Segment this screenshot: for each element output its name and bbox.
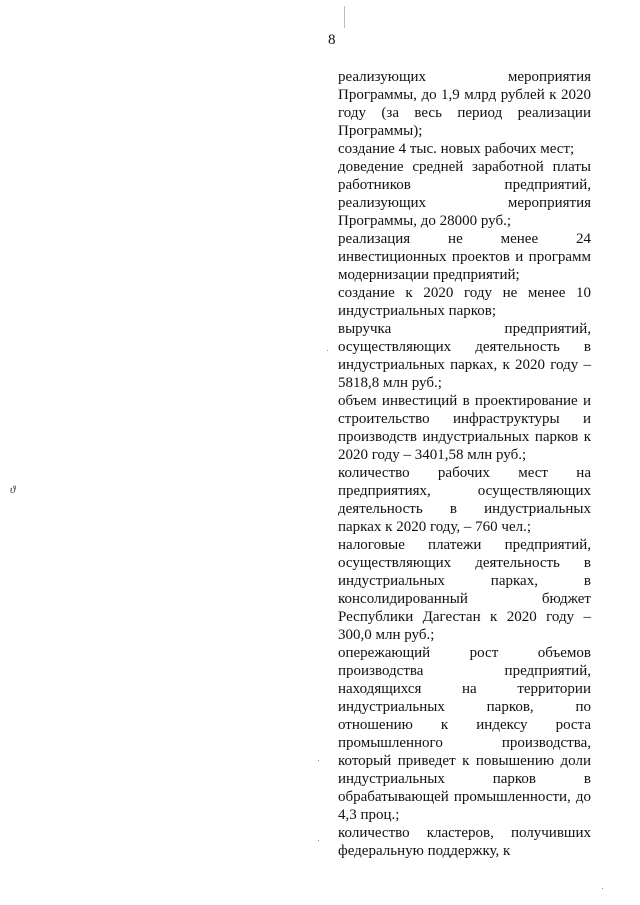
paragraph: опережающий рост объемов производства предприятий, находящихся на территории индустриальных парков, по отношению к индексу роста промышленного производства, который приведет к повышению доли индустриальных парков в обрабатывающей промышленности, до 4,3 проц.; — [338, 645, 591, 823]
scan-artifact-line — [344, 6, 345, 28]
paragraph: объем инвестиций в проектирование и строительство инфраструктуры и производств индустриальных парков к 2020 году – 3401,58 млн руб.; — [338, 393, 591, 463]
scan-artifact-dot — [602, 888, 603, 889]
paragraph: создание 4 тыс. новых рабочих мест; — [338, 141, 575, 157]
document-body — [338, 68, 591, 860]
scan-artifact-dot — [327, 350, 328, 351]
paragraph: количество кластеров, получивших федеральную поддержку, к — [338, 825, 591, 859]
paragraph: создание к 2020 году не менее 10 индустриальных парков; — [338, 285, 591, 319]
paragraph: доведение средней заработной платы работников предприятий, реализующих мероприятия Программы, до 28000 руб.; — [338, 159, 591, 229]
margin-mark: ϑ — [10, 484, 16, 496]
paragraph: количество рабочих мест на предприятиях, осуществляющих деятельность в индустриальных парках к 2020 году, – 760 чел.; — [338, 465, 591, 535]
page-number: 8 — [328, 32, 336, 48]
paragraph: выручка предприятий, осуществляющих деятельность в индустриальных парках, к 2020 году – 5818,8 млн руб.; — [338, 321, 591, 391]
paragraph: налоговые платежи предприятий, осуществляющих деятельность в индустриальных парках, в консолидированный бюджет Республики Дагестан к 2020 году – 300,0 млн руб.; — [338, 537, 591, 643]
scan-artifact-dot — [318, 840, 319, 841]
paragraph: реализация не менее 24 инвестиционных проектов и программ модернизации предприятий; — [338, 231, 591, 283]
scan-artifact-dot — [318, 760, 319, 761]
paragraph: реализующих мероприятия Программы, до 1,9 млрд рублей к 2020 году (за весь период реализации Программы); — [338, 69, 591, 139]
